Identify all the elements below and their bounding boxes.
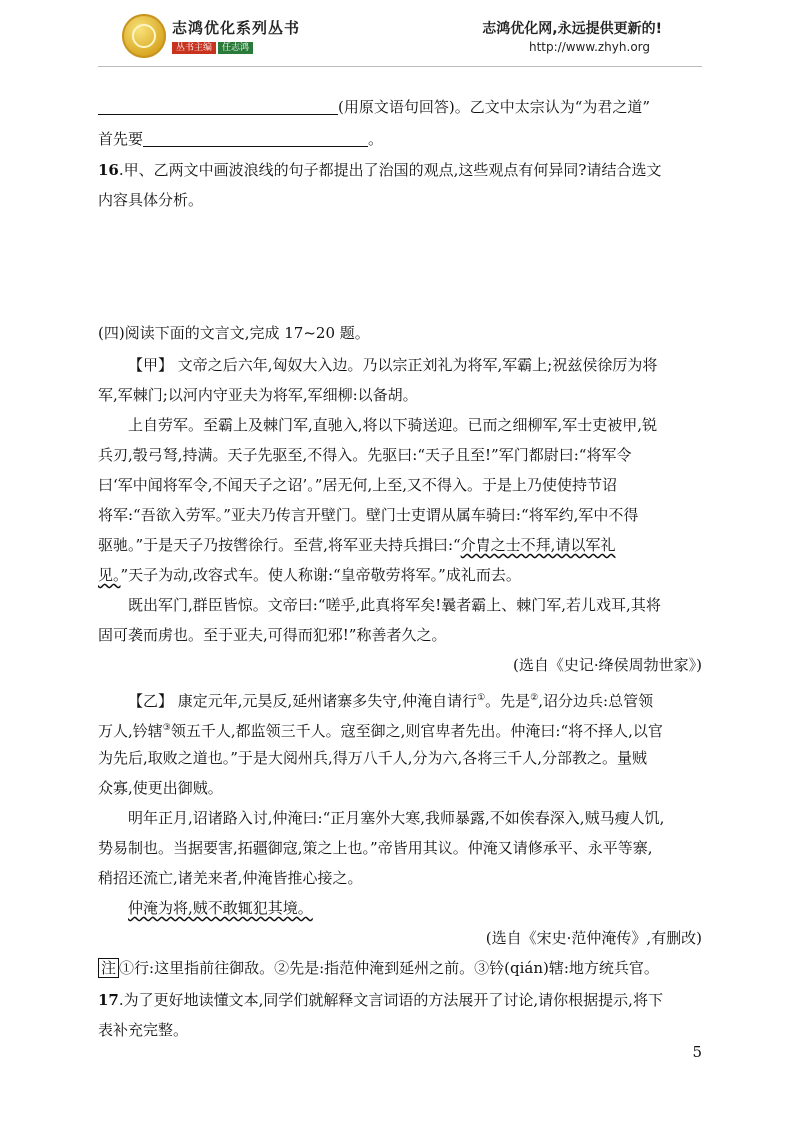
footnote-marker: ② [530,693,539,703]
site-slogan: 志鸿优化网,永远提供更新的! [482,21,662,37]
yi-text-plain: 【乙】 康定元年,元昊反,延州诸寨多失守,仲淹自请行 [128,692,478,710]
yi-text: 势易制也。当据要害,拓疆御寇,策之上也。”帝皆用其议。仲淹又请修承平、永平等寨, [98,839,653,857]
footnote-marker: ① [477,693,486,703]
q16-text: .甲、乙两文中画波浪线的句子都提出了治国的观点,这些观点有何异同?请结合选文 [118,161,662,179]
yi-text-plain: 。先是 [485,692,531,710]
series-logo [122,14,166,58]
yi-text [128,897,313,919]
q15-text: 。 [368,130,384,148]
series-title: 志鸿优化系列丛书 [172,19,301,37]
page-header [0,0,800,70]
yi-text: 稍招还流亡,诸羌来者,仲淹皆推心接之。 [98,869,363,887]
jia-source: (选自《史记·绛侯周勃世家》) [513,656,702,674]
series-editor-label: 丛书主编 [172,42,216,54]
q17-line-2: 表补充完整。 [98,1021,189,1039]
q17-text: .为了更好地读懂文本,同学们就解释文言词语的方法展开了讨论,请你根据提示,将下 [118,991,663,1009]
q15-line-1 [98,96,650,118]
answer-blank[interactable] [98,98,338,115]
yi-text-plain: 领五千人,都监领三千人。寇至御之,则官卑者先出。仲淹曰:“将不择人,以官 [170,722,663,740]
wavy-underlined-sentence: 见。 [98,566,121,584]
footnotes [98,957,659,979]
question-number: 17 [98,991,119,1009]
jia-text [98,534,615,556]
yi-text: 众寡,使更出御贼。 [98,779,223,797]
jia-text: 军,军棘门;以河内守亚夫为将军,军细柳:以备胡。 [98,386,418,404]
jia-text: 既出军门,群臣皆惊。文帝曰:“嗟乎,此真将军矣!曩者霸上、棘门军,若儿戏耳,其将 [128,596,661,614]
jia-text: 将军:“吾欲入劳军。”亚夫乃传言开壁门。壁门士吏谓从属车骑曰:“将军约,军中不得 [98,506,639,524]
yi-text: 明年正月,诏诸路入讨,仲淹曰:“正月塞外大寒,我师暴露,不如俟春深入,贼马瘦人饥, [128,809,665,827]
note-tag: 注 [98,958,119,978]
q15-text: 首先要 [98,130,144,148]
answer-blank[interactable] [143,130,368,147]
q16-line-1 [98,159,661,181]
wavy-underlined-sentence: 介胄之士不拜,请以军礼 [460,536,616,554]
site-url[interactable]: http://www.zhyh.org [528,40,650,54]
wavy-underlined-sentence: 仲淹为将,贼不敢辄犯其境。 [128,899,313,917]
q16-line-2: 内容具体分析。 [98,191,204,209]
jia-text-plain: ”天子为动,改容式车。使人称谢:“皇帝敬劳将军。”成礼而去。 [120,566,521,584]
note-text: ①行:这里指前往御敌。②先是:指范仲淹到延州之前。③钤(qián)辖:地方统兵官。 [119,959,659,977]
jia-text: 上自劳军。至霸上及棘门军,直驰入,将以下骑送迎。已而之细柳军,军士吏被甲,锐 [128,416,658,434]
q15-text: (用原文语句回答)。乙文中太宗认为“为君之道” [338,98,651,116]
header-divider [98,66,702,67]
yi-text-plain: ,诏分边兵:总管领 [538,692,654,710]
series-editor-name: 任志鸿 [218,42,253,54]
page-number: 5 [692,1043,702,1061]
series-editor [172,40,253,53]
jia-text [98,564,521,586]
section-title: (四)阅读下面的文言文,完成 17~20 题。 [98,324,370,342]
jia-text-plain: 驱驰。”于是天子乃按辔徐行。至营,将军亚夫持兵揖曰:“ [98,536,461,554]
jia-text: 【甲】 文帝之后六年,匈奴大入边。乃以宗正刘礼为将军,军霸上;祝兹侯徐厉为将 [128,356,658,374]
jia-text: 兵刃,彀弓弩,持满。天子先驱至,不得入。先驱曰:“天子且至!”军门都尉曰:“将军令 [98,446,632,464]
q15-line-2 [98,128,383,150]
yi-text: 为先后,取败之道也。”于是大阅州兵,得万八千人,分为六,各将三千人,分部教之。量贼 [98,749,648,767]
question-number: 16 [98,161,119,179]
yi-text [128,687,653,712]
footnote-marker: ③ [162,723,171,733]
yi-text [98,717,663,742]
yi-text-plain: 万人,钤辖 [98,722,163,740]
jia-text: 曰‘军中闻将军令,不闻天子之诏’。”居无何,上至,又不得入。于是上乃使使持节诏 [98,476,618,494]
jia-text: 固可袭而虏也。至于亚夫,可得而犯邪!”称善者久之。 [98,626,447,644]
q17-line-1 [98,989,663,1011]
yi-source: (选自《宋史·范仲淹传》,有删改) [485,929,702,947]
